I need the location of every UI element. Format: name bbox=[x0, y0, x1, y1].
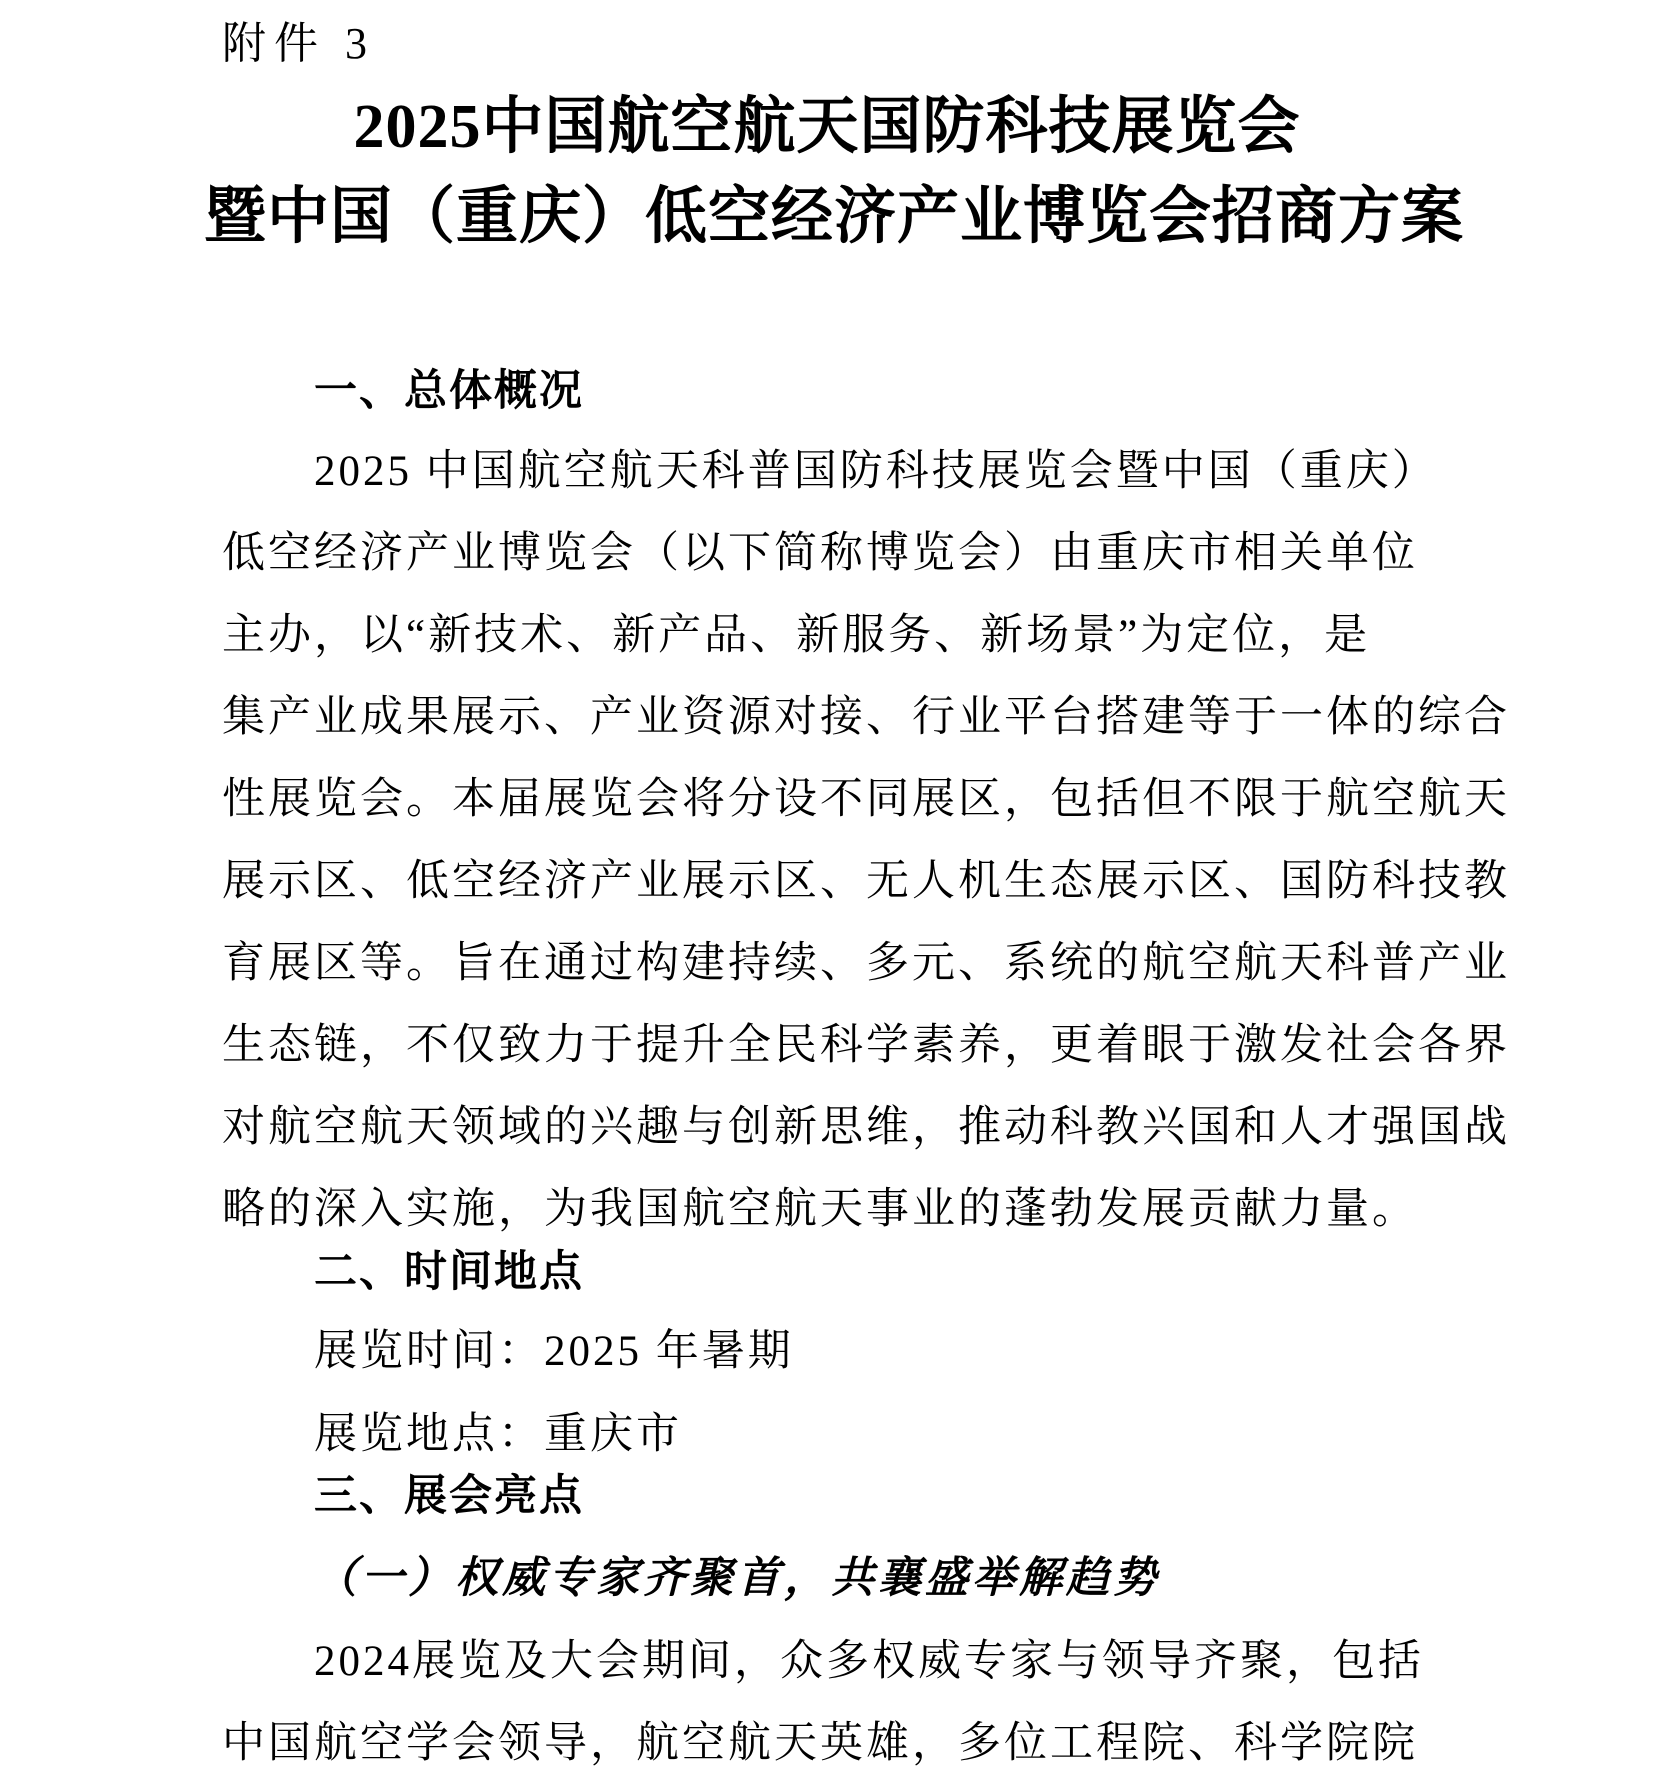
document-title bbox=[204, 82, 1465, 262]
paragraph-line: 对航空航天领域的兴趣与创新思维，推动科教兴国和人才强国战 bbox=[222, 1104, 1510, 1151]
paragraph-line: 2025 中国航空航天科普国防科技展览会暨中国（重庆） bbox=[314, 448, 1438, 495]
section-3-heading: 三、展会亮点 bbox=[314, 1472, 584, 1520]
paragraph-line: 生态链，不仅致力于提升全民科学素养，更着眼于激发社会各界 bbox=[222, 1022, 1510, 1069]
paragraph-line: 低空经济产业博览会（以下简称博览会）由重庆市相关单位 bbox=[222, 530, 1418, 577]
paragraph-line: 性展览会。本届展览会将分设不同展区，包括但不限于航空航天 bbox=[222, 776, 1510, 823]
section-3-subheading: （一）权威专家齐聚首，共襄盛举解趋势 bbox=[314, 1555, 1160, 1602]
paragraph-line: 育展区等。旨在通过构建持续、多元、系统的航空航天科普产业 bbox=[222, 940, 1510, 987]
section-1-paragraph bbox=[222, 431, 1510, 1251]
title-line-1: 2025中国航空航天国防科技展览会 bbox=[353, 93, 1301, 161]
exhibition-time-row bbox=[222, 1311, 1448, 1393]
section-3-subheading-row bbox=[222, 1538, 1448, 1620]
paragraph-line: 主办，以“新技术、新产品、新服务、新场景”为定位，是 bbox=[222, 612, 1371, 659]
title-line-2: 暨中国（重庆）低空经济产业博览会招商方案 bbox=[204, 183, 1465, 251]
paragraph-line: 略的深入实施，为我国航空航天事业的蓬勃发展贡献力量。 bbox=[222, 1186, 1418, 1233]
exhibition-place: 展览地点：重庆市 bbox=[314, 1411, 682, 1458]
paragraph-line: 中国航空学会领导，航空航天英雄，多位工程院、科学院院 bbox=[222, 1720, 1418, 1767]
section-2-heading: 二、时间地点 bbox=[314, 1248, 584, 1296]
section-3-paragraph bbox=[222, 1621, 1448, 1785]
paragraph-line: 2024展览及大会期间，众多权威专家与领导齐聚，包括 bbox=[314, 1638, 1424, 1685]
attachment-label: 附件 3 bbox=[222, 19, 375, 68]
paragraph-line: 展示区、低空经济产业展示区、无人机生态展示区、国防科技教 bbox=[222, 858, 1510, 905]
exhibition-place-row bbox=[222, 1394, 1448, 1476]
section-1-heading: 一、总体概况 bbox=[314, 367, 584, 415]
exhibition-time: 展览时间：2025 年暑期 bbox=[314, 1328, 794, 1375]
paragraph-line: 集产业成果展示、产业资源对接、行业平台搭建等于一体的综合 bbox=[222, 694, 1510, 741]
